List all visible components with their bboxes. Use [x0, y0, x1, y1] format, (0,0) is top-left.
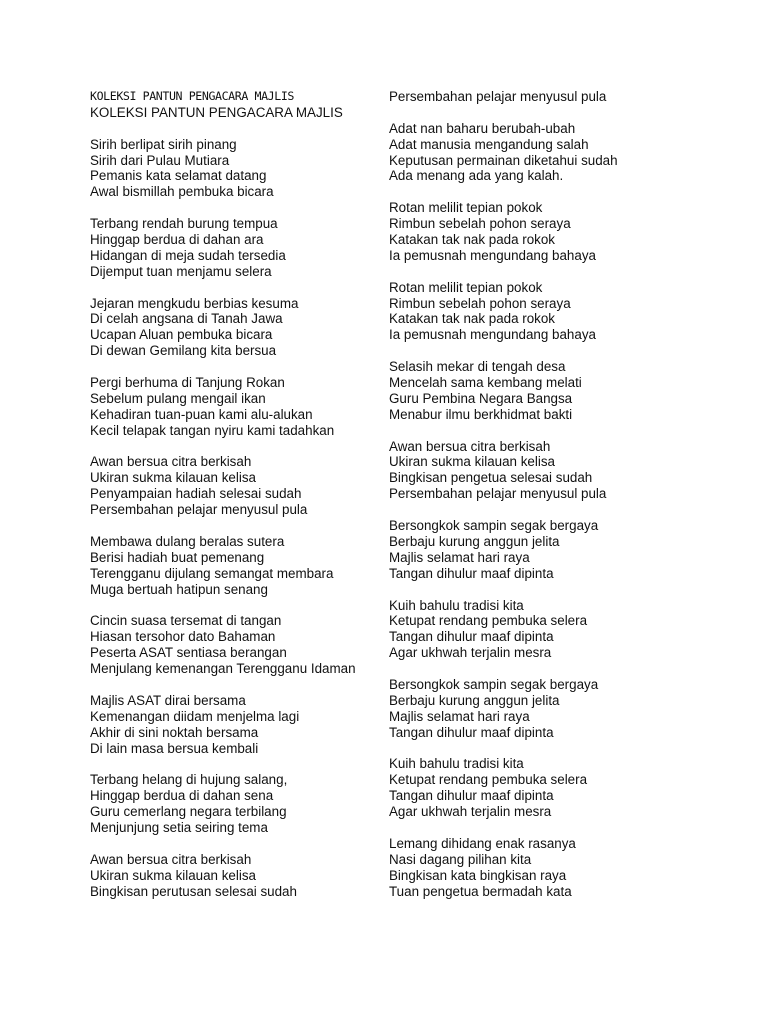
pantun-stanza	[90, 693, 380, 757]
pantun-line: Ia pemusnah mengundang bahaya	[389, 327, 596, 343]
pantun-line: Rimbun sebelah pohon seraya	[389, 295, 571, 311]
pantun-line: Tangan dihulur maaf dipinta	[389, 788, 554, 804]
document-title: KOLEKSI PANTUN PENGACARA MAJLIS	[90, 104, 343, 120]
pantun-line: Awan bersua citra berkisah	[90, 851, 252, 867]
pantun-line: Penyampaian hadiah selesai sudah	[90, 486, 302, 502]
pantun-line: Di celah angsana di Tanah Jawa	[90, 311, 283, 327]
pantun-line: Nasi dagang pilihan kita	[389, 851, 532, 867]
pantun-stanza	[389, 598, 689, 662]
pantun-stanza	[389, 439, 689, 503]
pantun-stanza	[389, 200, 689, 264]
pantun-line: Sirih dari Pulau Mutiara	[90, 152, 230, 168]
pantun-line: Hidangan di meja sudah tersedia	[90, 247, 286, 263]
pantun-line: Adat manusia mengandung salah	[389, 136, 589, 152]
pantun-line: Tangan dihulur maaf dipinta	[389, 629, 554, 645]
pantun-line: Muga bertuah hatipun senang	[90, 581, 268, 597]
pantun-line: Persembahan pelajar menyusul pula	[389, 89, 607, 104]
pantun-line: Ketupat rendang pembuka selera	[389, 613, 588, 629]
pantun-line: Bingkisan perutusan selesai sudah	[90, 883, 297, 899]
pantun-line: Majlis selamat hari raya	[389, 708, 530, 724]
pantun-line: Bingkisan pengetua selesai sudah	[389, 470, 593, 486]
pantun-stanza	[389, 518, 689, 582]
pantun-line: Ia pemusnah mengundang bahaya	[389, 247, 596, 263]
pantun-line: Menjulang kemenangan Terengganu Idaman	[90, 661, 356, 677]
pantun-stanza	[389, 677, 689, 741]
pantun-line: Mencelah sama kembang melati	[389, 375, 582, 391]
pantun-line: Terengganu dijulang semangat membara	[90, 565, 334, 581]
pantun-line: Membawa dulang beralas sutera	[90, 533, 285, 549]
pantun-line: Awan bersua citra berkisah	[90, 454, 252, 470]
pantun-line: Kehadiran tuan-puan kami alu-alukan	[90, 406, 313, 422]
pantun-line: Kemenangan diidam menjelma lagi	[90, 708, 300, 724]
pantun-line: Keputusan permainan diketahui sudah	[389, 152, 618, 168]
pantun-line: Katakan tak nak pada rokok	[389, 232, 556, 248]
pantun-line: Tuan pengetua bermadah kata	[389, 883, 572, 899]
pantun-line: Berbaju kurung anggun jelita	[389, 533, 560, 549]
pantun-line: Berbaju kurung anggun jelita	[389, 692, 560, 708]
pantun-line: Hinggap berdua di dahan sena	[90, 788, 274, 804]
right-stanza-list	[389, 89, 689, 899]
pantun-stanza	[389, 121, 689, 185]
pantun-stanza	[389, 89, 689, 105]
pantun-line: Rotan melilit tepian pokok	[389, 279, 543, 295]
pantun-line: Selasih mekar di tengah desa	[389, 359, 566, 375]
document-title-decorative: KOLEKSI PANTUN PENGACARA MAJLIS	[90, 89, 294, 103]
pantun-line: Ketupat rendang pembuka selera	[389, 772, 588, 788]
left-stanza-list	[90, 137, 380, 900]
pantun-stanza	[90, 137, 380, 201]
pantun-line: Majlis ASAT dirai bersama	[90, 692, 246, 708]
pantun-line: Menjunjung setia seiring tema	[90, 819, 268, 835]
right-column	[389, 89, 689, 899]
pantun-line: Ucapan Aluan pembuka bicara	[90, 327, 273, 343]
pantun-line: Awal bismillah pembuka bicara	[90, 184, 274, 200]
pantun-stanza	[90, 852, 380, 900]
pantun-line: Lemang dihidang enak rasanya	[389, 835, 576, 851]
pantun-stanza	[389, 280, 689, 344]
pantun-stanza	[389, 359, 689, 423]
pantun-line: Berisi hadiah buat pemenang	[90, 549, 265, 565]
pantun-stanza	[90, 534, 380, 598]
pantun-line: Ukiran sukma kilauan kelisa	[90, 867, 256, 883]
pantun-line: Agar ukhwah terjalin mesra	[389, 645, 552, 661]
pantun-line: Ukiran sukma kilauan kelisa	[90, 470, 256, 486]
pantun-line: Persembahan pelajar menyusul pula	[389, 486, 607, 502]
pantun-line: Menabur ilmu berkhidmat bakti	[389, 406, 573, 422]
pantun-line: Kuih bahulu tradisi kita	[389, 756, 524, 772]
pantun-line: Kecil telapak tangan nyiru kami tadahkan	[90, 422, 335, 438]
pantun-stanza	[90, 216, 380, 280]
pantun-line: Bersongkok sampin segak bergaya	[389, 676, 599, 692]
pantun-line: Rotan melilit tepian pokok	[389, 200, 543, 216]
pantun-line: Di dewan Gemilang kita bersua	[90, 343, 277, 359]
pantun-line: Bersongkok sampin segak bergaya	[389, 518, 599, 534]
pantun-line: Agar ukhwah terjalin mesra	[389, 804, 552, 820]
pantun-stanza	[389, 836, 689, 900]
pantun-line: Katakan tak nak pada rokok	[389, 311, 556, 327]
pantun-line: Ukiran sukma kilauan kelisa	[389, 454, 555, 470]
pantun-line: Tangan dihulur maaf dipinta	[389, 724, 554, 740]
pantun-line: Hinggap berdua di dahan ara	[90, 232, 264, 248]
pantun-line: Pergi berhuma di Tanjung Rokan	[90, 375, 285, 391]
pantun-stanza	[90, 375, 380, 439]
pantun-stanza	[90, 613, 380, 677]
pantun-line: Tangan dihulur maaf dipinta	[389, 565, 554, 581]
pantun-stanza	[90, 772, 380, 836]
pantun-line: Terbang rendah burung tempua	[90, 216, 278, 232]
pantun-line: Jejaran mengkudu berbias kesuma	[90, 295, 299, 311]
pantun-line: Dijemput tuan menjamu selera	[90, 263, 272, 279]
pantun-line: Adat nan baharu berubah-ubah	[389, 120, 576, 136]
pantun-line: Di lain masa bersua kembali	[90, 740, 259, 756]
pantun-stanza	[90, 296, 380, 360]
pantun-line: Kuih bahulu tradisi kita	[389, 597, 524, 613]
pantun-line: Cincin suasa tersemat di tangan	[90, 613, 282, 629]
pantun-line: Majlis selamat hari raya	[389, 549, 530, 565]
pantun-line: Ada menang ada yang kalah.	[389, 168, 564, 184]
pantun-line: Akhir di sini noktah bersama	[90, 724, 259, 740]
pantun-line: Persembahan pelajar menyusul pula	[90, 502, 308, 518]
pantun-line: Hiasan tersohor dato Bahaman	[90, 629, 276, 645]
pantun-line: Bingkisan kata bingkisan raya	[389, 867, 567, 883]
left-column	[90, 89, 380, 899]
pantun-line: Peserta ASAT sentiasa berangan	[90, 645, 287, 661]
pantun-line: Sebelum pulang mengail ikan	[90, 390, 266, 406]
pantun-line: Guru Pembina Negara Bangsa	[389, 390, 573, 406]
pantun-stanza	[389, 756, 689, 820]
pantun-line: Pemanis kata selamat datang	[90, 168, 267, 184]
pantun-line: Sirih berlipat sirih pinang	[90, 136, 237, 152]
pantun-stanza	[90, 454, 380, 518]
pantun-line: Awan bersua citra berkisah	[389, 438, 551, 454]
pantun-line: Terbang helang di hujung salang,	[90, 772, 288, 788]
pantun-line: Guru cemerlang negara terbilang	[90, 804, 287, 820]
pantun-line: Rimbun sebelah pohon seraya	[389, 216, 571, 232]
